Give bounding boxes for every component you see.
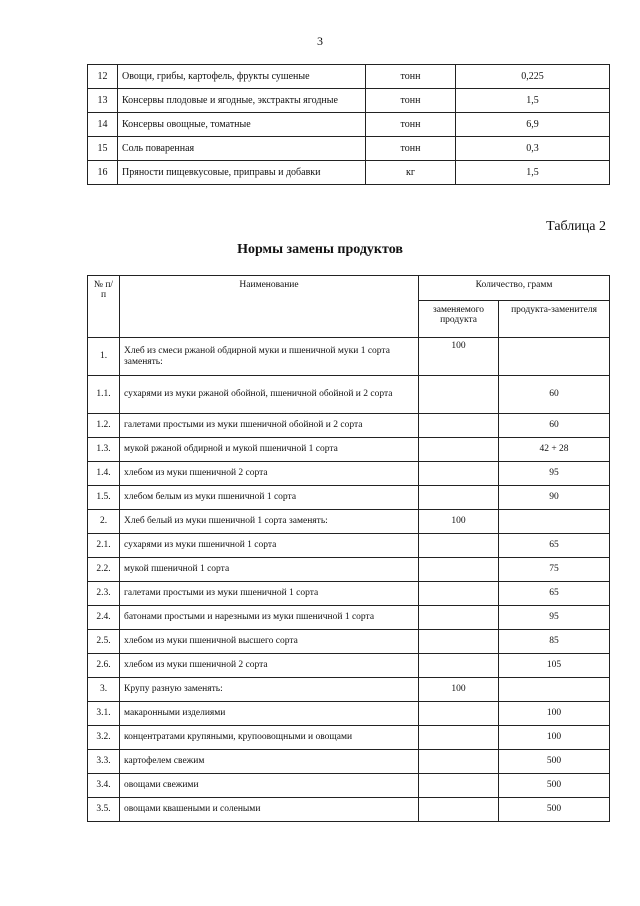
row-number: 14 [88,113,118,137]
table-title: Нормы замены продуктов [237,242,403,257]
row-number: 2.1. [88,534,120,558]
substitute-quantity: 85 [499,630,610,654]
table-row [88,558,610,582]
substitute-quantity: 60 [499,414,610,438]
substitute-quantity: 65 [499,582,610,606]
product-name: Консервы овощные, томатные [118,113,366,137]
table-row [88,510,610,534]
table-row [88,534,610,558]
product-name: концентратами крупяными, крупоовощными и овощами [120,726,419,750]
row-number: 2. [88,510,120,534]
table-label: Таблица 2 [546,219,606,234]
table-row [88,654,610,678]
table-row [88,65,610,89]
substitute-quantity: 95 [499,606,610,630]
table-row [88,750,610,774]
row-number: 12 [88,65,118,89]
substitute-quantity: 90 [499,486,610,510]
table-row [88,630,610,654]
replaced-quantity [419,798,499,822]
product-name: батонами простыми и нарезными из муки пшеничной 1 сорта [120,606,419,630]
table-row [88,137,610,161]
row-number: 2.3. [88,582,120,606]
products-table-body [88,65,610,185]
substitute-quantity: 105 [499,654,610,678]
product-name: овощами свежими [120,774,419,798]
row-number: 15 [88,137,118,161]
row-number: 1. [88,338,120,376]
table-row [88,89,610,113]
table-row [88,462,610,486]
substitution-norms-table [87,275,610,822]
product-name: Хлеб белый из муки пшеничной 1 сорта заменять: [120,510,419,534]
table-row [88,161,610,185]
table-row [88,486,610,510]
quantity: 6,9 [456,113,610,137]
table-row [88,338,610,376]
table-header-row [88,276,610,301]
substitute-quantity: 60 [499,376,610,414]
product-name: Овощи, грибы, картофель, фрукты сушеные [118,65,366,89]
product-name: хлебом из муки пшеничной 2 сорта [120,654,419,678]
page-number: 3 [317,34,323,48]
substitute-quantity: 42 + 28 [499,438,610,462]
product-name: галетами простыми из муки пшеничной обойной и 2 сорта [120,414,419,438]
table-row [88,414,610,438]
product-name: хлебом из муки пшеничной 2 сорта [120,462,419,486]
substitute-quantity [499,678,610,702]
product-name: овощами квашеными и солеными [120,798,419,822]
table-row [88,113,610,137]
substitute-quantity: 95 [499,462,610,486]
replaced-quantity: 100 [419,678,499,702]
replaced-quantity [419,486,499,510]
row-number: 3. [88,678,120,702]
row-number: 3.5. [88,798,120,822]
table-row [88,726,610,750]
header-substitute: продукта-заменителя [499,301,610,338]
table-row [88,606,610,630]
substitute-quantity: 500 [499,774,610,798]
substitute-quantity: 500 [499,798,610,822]
substitute-quantity: 65 [499,534,610,558]
substitution-table-body [88,338,610,822]
row-number: 1.2. [88,414,120,438]
table-row [88,582,610,606]
replaced-quantity [419,558,499,582]
product-name: Хлеб из смеси ржаной обдирной муки и пшеничной муки 1 сорта заменять: [120,338,419,376]
product-name: галетами простыми из муки пшеничной 1 сорта [120,582,419,606]
product-name: сухарями из муки ржаной обойной, пшеничной обойной и 2 сорта [120,376,419,414]
unit: тонн [366,113,456,137]
row-number: 3.1. [88,702,120,726]
replaced-quantity [419,750,499,774]
quantity: 1,5 [456,89,610,113]
products-table-continued [87,64,610,185]
replaced-quantity [419,630,499,654]
substitute-quantity [499,338,610,376]
substitute-quantity: 100 [499,726,610,750]
replaced-quantity [419,582,499,606]
row-number: 16 [88,161,118,185]
row-number: 2.2. [88,558,120,582]
product-name: сухарями из муки пшеничной 1 сорта [120,534,419,558]
product-name: хлебом белым из муки пшеничной 1 сорта [120,486,419,510]
product-name: Крупу разную заменять: [120,678,419,702]
substitute-quantity: 500 [499,750,610,774]
row-number: 2.5. [88,630,120,654]
product-name: макаронными изделиями [120,702,419,726]
replaced-quantity [419,726,499,750]
row-number: 1.3. [88,438,120,462]
row-number: 1.1. [88,376,120,414]
product-name: Соль поваренная [118,137,366,161]
replaced-quantity [419,414,499,438]
row-number: 3.3. [88,750,120,774]
quantity: 0,225 [456,65,610,89]
row-number: 3.2. [88,726,120,750]
product-name: картофелем свежим [120,750,419,774]
header-quantity-group: Количество, грамм [419,276,610,301]
row-number: 1.5. [88,486,120,510]
quantity: 1,5 [456,161,610,185]
replaced-quantity [419,438,499,462]
replaced-quantity [419,534,499,558]
row-number: 3.4. [88,774,120,798]
substitute-quantity: 75 [499,558,610,582]
quantity: 0,3 [456,137,610,161]
product-name: Консервы плодовые и ягодные, экстракты ягодные [118,89,366,113]
table-row [88,798,610,822]
unit: тонн [366,89,456,113]
table-row [88,702,610,726]
table-row [88,438,610,462]
row-number: 2.4. [88,606,120,630]
unit: кг [366,161,456,185]
replaced-quantity: 100 [419,338,499,376]
product-name: Пряности пищевкусовые, приправы и добавки [118,161,366,185]
row-number: 1.4. [88,462,120,486]
unit: тонн [366,65,456,89]
product-name: мукой ржаной обдирной и мукой пшеничной 1 сорта [120,438,419,462]
row-number: 13 [88,89,118,113]
replaced-quantity [419,462,499,486]
replaced-quantity [419,774,499,798]
replaced-quantity: 100 [419,510,499,534]
unit: тонн [366,137,456,161]
table-row [88,678,610,702]
header-name: Наименование [120,276,419,338]
row-number: 2.6. [88,654,120,678]
product-name: мукой пшеничной 1 сорта [120,558,419,582]
substitute-quantity [499,510,610,534]
substitute-quantity: 100 [499,702,610,726]
product-name: хлебом из муки пшеничной высшего сорта [120,630,419,654]
replaced-quantity [419,654,499,678]
replaced-quantity [419,606,499,630]
header-replaced: заменяемого продукта [419,301,499,338]
replaced-quantity [419,376,499,414]
header-num: № п/п [88,276,120,338]
table-row [88,376,610,414]
table-row [88,774,610,798]
replaced-quantity [419,702,499,726]
